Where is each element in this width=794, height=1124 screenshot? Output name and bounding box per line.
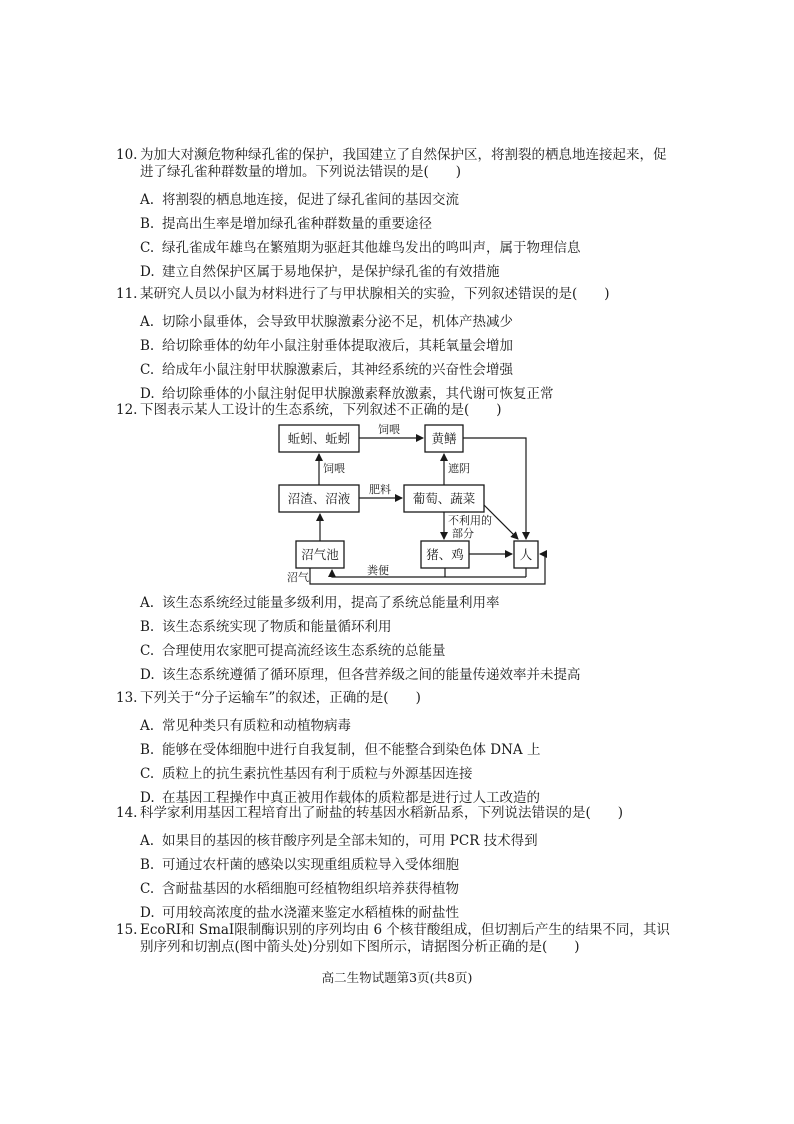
box-residue: [279, 485, 359, 512]
option-c: C. 质粒上的抗生素抗性基因有利于质粒与外源基因连接: [140, 766, 473, 782]
question-stem-continued: 进了绿孔雀种群数量的增加。下列说法错误的是( ): [140, 164, 462, 180]
box-crops: [404, 485, 484, 512]
box-eel: [425, 425, 463, 452]
option-c: C. 绿孔雀成年雄鸟在繁殖期为驱赶其他雄鸟发出的鸣叫声，属于物理信息: [140, 240, 581, 256]
question-14: [116, 805, 676, 925]
question-number: 13.: [116, 690, 138, 706]
option-c: C. 含耐盐基因的水稻细胞可经植物组织培养获得植物: [140, 881, 459, 897]
box-label: 猪、鸡: [426, 547, 464, 562]
label-unused-1: 不利用的: [448, 514, 492, 527]
option-d: D. 给切除垂体的小鼠注射促甲状腺激素释放激素，其代谢可恢复正常: [140, 386, 554, 402]
option-a: A. 常见种类只有质粒和动植物病毒: [140, 718, 351, 734]
question-number: 14.: [116, 805, 138, 821]
question-number: 12.: [116, 402, 138, 418]
option-a: A. 将割裂的栖息地连接，促进了绿孔雀间的基因交流: [140, 192, 459, 208]
box-biogas: [296, 541, 344, 568]
page-footer: 高二生物试题第3页(共8页): [321, 970, 473, 985]
question-number: 10.: [116, 147, 138, 163]
box-label: 人: [519, 547, 533, 562]
box-livestock: [421, 541, 469, 568]
label-shade: 遮阴: [448, 462, 470, 475]
box-label: 蚯蚓、蚯蚓: [287, 431, 351, 446]
question-stem: 为加大对濒危物种绿孔雀的保护，我国建立了自然保护区，将割裂的栖息地连接起来，促: [140, 147, 667, 163]
option-d: D. 建立自然保护区属于易地保护，是保护绿孔雀的有效措施: [140, 264, 500, 280]
question-stem: 科学家利用基因工程培育出了耐盐的转基因水稻新品系，下列说法错误的是( ): [140, 805, 624, 821]
question-stem: 下图表示某人工设计的生态系统，下列叙述不正确的是( ): [140, 402, 502, 418]
box-label: 沼气池: [301, 547, 339, 562]
question-number: 11.: [116, 286, 138, 302]
option-b: B. 可通过农杆菌的感染以实现重组质粒导入受体细胞: [140, 857, 459, 873]
box-earthworm: [279, 425, 359, 452]
option-c: C. 给成年小鼠注射甲状腺激素后，其神经系统的兴奋性会增强: [140, 362, 513, 378]
question-13: [116, 690, 676, 810]
option-d: D. 该生态系统遵循了循环原理，但各营养级之间的能量传递效率并未提高: [140, 667, 581, 683]
question-stem: 某研究人员以小鼠为材料进行了与甲状腺相关的实验，下列叙述错误的是( ): [140, 286, 610, 302]
option-b: B. 该生态系统实现了物质和能量循环利用: [140, 619, 392, 635]
box-label: 黄鳝: [431, 431, 457, 446]
box-human: [514, 541, 538, 568]
label-feed-top: 饲喂: [378, 423, 400, 436]
box-label: 沼渣、沼液: [287, 491, 351, 506]
options-list: [116, 714, 676, 810]
label-fertilizer: 肥料: [369, 483, 391, 496]
label-feed-left: 饲喂: [323, 462, 345, 475]
question-15: [116, 922, 676, 956]
option-d: D. 在基因工程操作中真正被用作载体的质粒都是进行过人工改造的: [140, 790, 540, 806]
options-list: [116, 829, 676, 925]
question-stem: EcoRⅠ和 SmaⅠ限制酶识别的序列均由 6 个核苷酸组成，但切割后产生的结果不同，其识: [140, 922, 670, 938]
option-a: A. 该生态系统经过能量多级利用，提高了系统总能量利用率: [140, 595, 500, 611]
question-12-options: [116, 591, 676, 687]
question-stem: 下列关于“分子运输车”的叙述，正确的是( ): [140, 690, 421, 706]
label-gas: 沼气: [287, 571, 309, 584]
option-b: B. 提高出生率是增加绿孔雀种群数量的重要途径: [140, 216, 432, 232]
question-number: 15.: [116, 922, 138, 938]
options-list: [116, 591, 676, 687]
question-stem-continued: 别序列和切割点(图中箭头处)分别如下图所示，请据图分析正确的是( ): [140, 939, 580, 955]
option-d: D. 可用较高浓度的盐水浇灌来鉴定水稻植株的耐盐性: [140, 905, 459, 921]
option-a: A. 如果目的基因的核苷酸序列是全部未知的，可用 PCR 技术得到: [140, 833, 538, 849]
option-b: B. 给切除垂体的幼年小鼠注射垂体提取液后，其耗氧量会增加: [140, 338, 513, 354]
box-label: 葡萄、蔬菜: [412, 491, 476, 506]
label-manure: 粪便: [367, 564, 389, 577]
label-unused-2: 部分: [452, 527, 474, 540]
arrow-manure: [332, 570, 526, 577]
option-c: C. 合理使用农家肥可提高流经该生态系统的总能量: [140, 643, 446, 659]
option-a: A. 切除小鼠垂体，会导致甲状腺激素分泌不足，机体产热减少: [140, 314, 513, 330]
option-b: B. 能够在受体细胞中进行自我复制，但不能整合到染色体 DNA 上: [140, 742, 541, 758]
